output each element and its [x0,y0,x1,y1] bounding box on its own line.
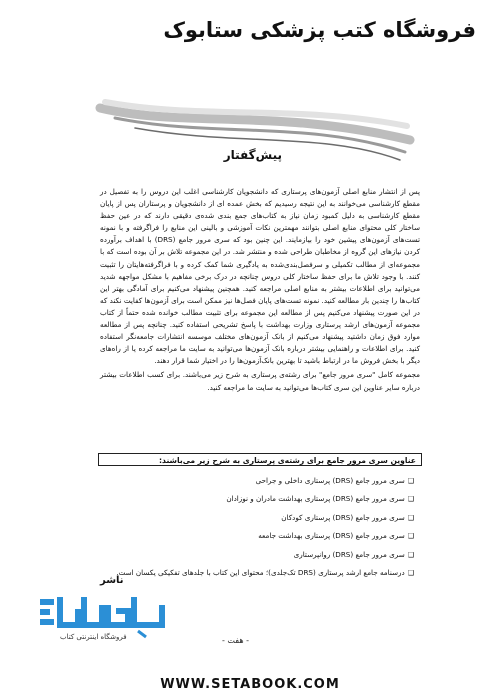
logo-subtitle: فروشگاه اینترنتی کتاب [60,633,127,641]
page-number: - هفت - [222,636,249,645]
footer-url[interactable]: WWW.SETABOOK.COM [160,677,340,692]
list-item [110,472,414,490]
setabook-logo [38,591,168,651]
list-item-text: سری مرور جامع (DRS) پرستاری داخلی و جراحی [255,476,405,485]
list-item [110,546,414,564]
preface-body [100,186,420,396]
checkbox-bullet-icon: ❑ [407,495,414,504]
list-item [110,490,414,508]
list-item-text: سری مرور جامع (DRS) پرستاری بهداشت مادران و نوزادان [226,494,405,504]
checkbox-bullet-icon: ❑ [407,550,414,559]
paragraph: مجموعه کامل "سری مرور جامع" برای رشته‌ی پرستاری به شرح زیر می‌باشند. برای کسب اطلاعات بیشتر درباره سایر عناوین این سری کتاب‌ها می‌توانید به سایت ما مراجعه کنید. [100,370,420,392]
store-title: فروشگاه کتب پزشکی ستابوک [163,18,476,42]
list-item-text: سری مرور جامع (DRS) پرستاری کودکان [281,512,405,522]
list-item-text: سری مرور جامع (DRS) روانپرستاری [293,549,405,559]
series-titles-list [110,472,414,582]
list-item-text: درسنامه جامع ارشد پرستاری (DRS تک‌جلدی)؛ محتوای این کتاب با جلدهای تفکیکی یکسان است. [116,568,405,578]
checkbox-bullet-icon: ❑ [407,513,414,522]
series-titles-heading: عناوین سری مرور جامع برای رشته‌ی پرستاری به شرح زیر می‌باشند: [98,453,422,466]
publisher-label: ناشر [100,575,124,586]
list-item-text: سری مرور جامع (DRS) پرستاری بهداشت جامعه [258,531,405,541]
list-item [110,509,414,527]
checkbox-bullet-icon: ❑ [407,532,414,541]
checkbox-bullet-icon: ❑ [407,569,414,578]
list-item [110,564,414,582]
section-heading: پیش‌گفتار [223,148,282,162]
list-item [110,527,414,545]
checkbox-bullet-icon: ❑ [407,477,414,485]
paragraph: پس از انتشار منابع اصلی آزمون‌های پرستاری که دانشجویان کارشناسی اغلب این دروس را به تفصیل در مقطع کارشناسی می‌خوانند به این نتیجه رسیدیم که بخش عمده ای از دانشجویان و پرستاران پس از پایان مقطع کارشناسی به دلیل کمبود زمان نیاز به کتاب‌های جمع بندی شده‌ی دقیقی دارند که در عین حفظ ساختار کلی محتوای منابع اصلی بتوانند مهمترین نکات آموزشی و بالینی این منابع را فراگرفته و با نمونه تست‌های آزمون‌های پیشین خود را بیازمایند. این چنین بود که سری مرور جامع (DRS) با اهداف برآورده کردن نیازهای این گروه از مخاطبان طراحی شده و منتشر شد. در این مجموعه تلاش بر آن بوده است که با مجموعه‌ای از مطالب تکمیلی و سرفصل‌بندی‌شده به یادگیری شما کمک کرده و با فراگرفته‌هایتان را تثبیت کنند. با وجود تلاش ما برای حفظ ساختار کلی دروس چنانچه در درک برخی مفاهیم با مشکل مواجهه شدید می‌توانید برای اطلاعات بیشتر به منابع اصلی مراجعه کنید. همچنین پیشنهاد می‌کنیم برای آمادگی بهتر این کتاب‌ها را چندین بار مطالعه کنید. نمونه تست‌های پایان فصل‌ها نیز ممکن است برای آزمون‌ها کفایت نکند که در این صورت پیشنهاد می‌کنیم پس از مطالعه این مجموعه برای تثبیت مطالب خوانده شده حتماً از کتاب مجموعه آزمون‌های ارشد پرستاری وزارت بهداشت با پاسخ تشریحی استفاده کنید. چنانچه پس از مطالعه موارد فوق زمان داشتید پیشنهاد می‌کنیم از بانک آزمون‌های مختلف موسسه انتشارات جامعه‌نگر استفاده کنید. برای اطلاعات و راهنمایی بیشتر درباره بانک آزمون‌ها می‌توانید به سایت ما مراجعه کرده یا از راه‌های دیگر با بخش فروش ما در ارتباط باشید تا بهترین بانک‌آزمون‌ها را در اختیار شما قرار دهند. [100,187,420,366]
